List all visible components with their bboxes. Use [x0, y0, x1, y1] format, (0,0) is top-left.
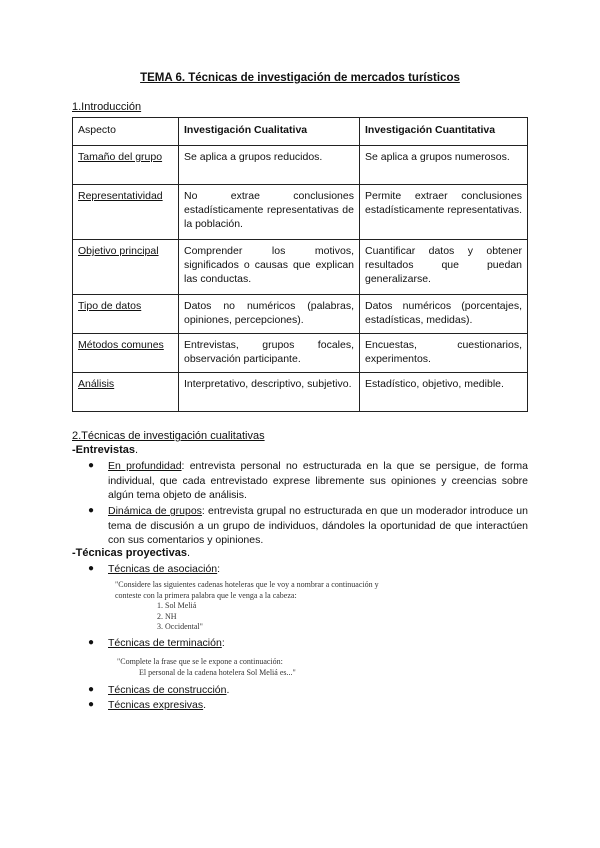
section-introduccion: 1.Introducción: [72, 101, 142, 113]
table-cell: Comprender los motivos, significados o causas que explican las conductas.: [179, 240, 360, 295]
bullet-icon: ●: [88, 637, 95, 648]
table-cell: Permite extraer conclusiones estadísticamente representativas.: [360, 185, 528, 240]
table-cell: Estadístico, objetivo, medible.: [360, 373, 528, 412]
table-row: [73, 185, 528, 240]
list-item: Técnicas expresivas.: [108, 699, 207, 711]
list-item: Técnicas de asociación:: [108, 563, 221, 575]
table-cell: Datos numéricos (porcentajes, estadísticas, medidas).: [360, 295, 528, 334]
table-cell: Datos no numéricos (palabras, opiniones, percepciones).: [179, 295, 360, 334]
table-row: [73, 334, 528, 373]
item-term: Técnicas expresivas: [108, 699, 204, 711]
list-item: Técnicas de construcción.: [108, 684, 230, 696]
bullet-icon: ●: [88, 563, 95, 574]
terminacion-quote: "Complete la frase que se le expone a continuación: El personal de la cadena hotelera Sol Meliá es...": [117, 657, 296, 677]
bullet-icon: ●: [88, 460, 95, 471]
section-tecnicas-cualitativas: 2.Técnicas de investigación cualitativas: [72, 430, 265, 442]
list-item: Dinámica de grupos: entrevista grupal no estructurada en que un moderador introduce un tema de discusión a un grupo de individuos, dándoles la oportunidad de que interactúen con sus comentarios y opiniones.: [108, 505, 528, 546]
entrevistas-heading: -Entrevistas.: [72, 444, 139, 456]
table-header-row: [73, 118, 528, 146]
item-term: Técnicas de terminación: [108, 637, 222, 649]
row-label: Tamaño del grupo: [78, 151, 163, 163]
comparison-table: [72, 117, 528, 412]
row-label: Análisis: [78, 378, 115, 390]
table-cell: Se aplica a grupos numerosos.: [360, 146, 528, 185]
proyectivas-heading: -Técnicas proyectivas.: [72, 547, 191, 559]
list-item: En profundidad: entrevista personal no estructurada en la que se persigue, de forma individual, que cada entrevistado exprese libremente sus opiniones y creencias sobre algún tema objeto de análisis.: [108, 460, 528, 501]
bullet-icon: ●: [88, 505, 95, 516]
table-row: [73, 240, 528, 295]
table-cell: Cuantificar datos y obtener resultados que puedan generalizarse.: [360, 240, 528, 295]
row-label: Métodos comunes: [78, 339, 164, 351]
row-label: Representatividad: [78, 190, 163, 202]
row-label: Objetivo principal: [78, 245, 159, 257]
table-row: [73, 295, 528, 334]
table-cell: Interpretativo, descriptivo, subjetivo.: [179, 373, 360, 412]
bullet-icon: ●: [88, 684, 95, 695]
table-cell: Entrevistas, grupos focales, observación participante.: [179, 334, 360, 373]
table-cell: Encuestas, cuestionarios, experimentos.: [360, 334, 528, 373]
row-label: Tipo de datos: [78, 300, 142, 312]
item-term: Dinámica de grupos: [108, 505, 202, 517]
header-cell: Investigación Cuantitativa: [360, 118, 528, 146]
header-cell: Aspecto: [73, 118, 179, 146]
asociacion-quote: "Considere las siguientes cadenas hoteleras que le voy a nombrar a continuación y conteste con la primera palabra que le venga a la cabeza: 1. Sol Meliá 2. NH 3. Occidental": [115, 580, 379, 631]
list-item: Técnicas de terminación:: [108, 637, 225, 649]
header-cell: Investigación Cualitativa: [179, 118, 360, 146]
item-term: Técnicas de construcción: [108, 684, 227, 696]
table-row: [73, 373, 528, 412]
bullet-icon: ●: [88, 699, 95, 710]
page-title: TEMA 6. Técnicas de investigación de mercados turísticos: [140, 72, 460, 84]
item-term: En profundidad: [108, 460, 182, 472]
table-cell: Se aplica a grupos reducidos.: [179, 146, 360, 185]
item-term: Técnicas de asociación: [108, 563, 218, 575]
table-row: [73, 146, 528, 185]
table-cell: No extrae conclusiones estadísticamente representativas de la población.: [179, 185, 360, 240]
